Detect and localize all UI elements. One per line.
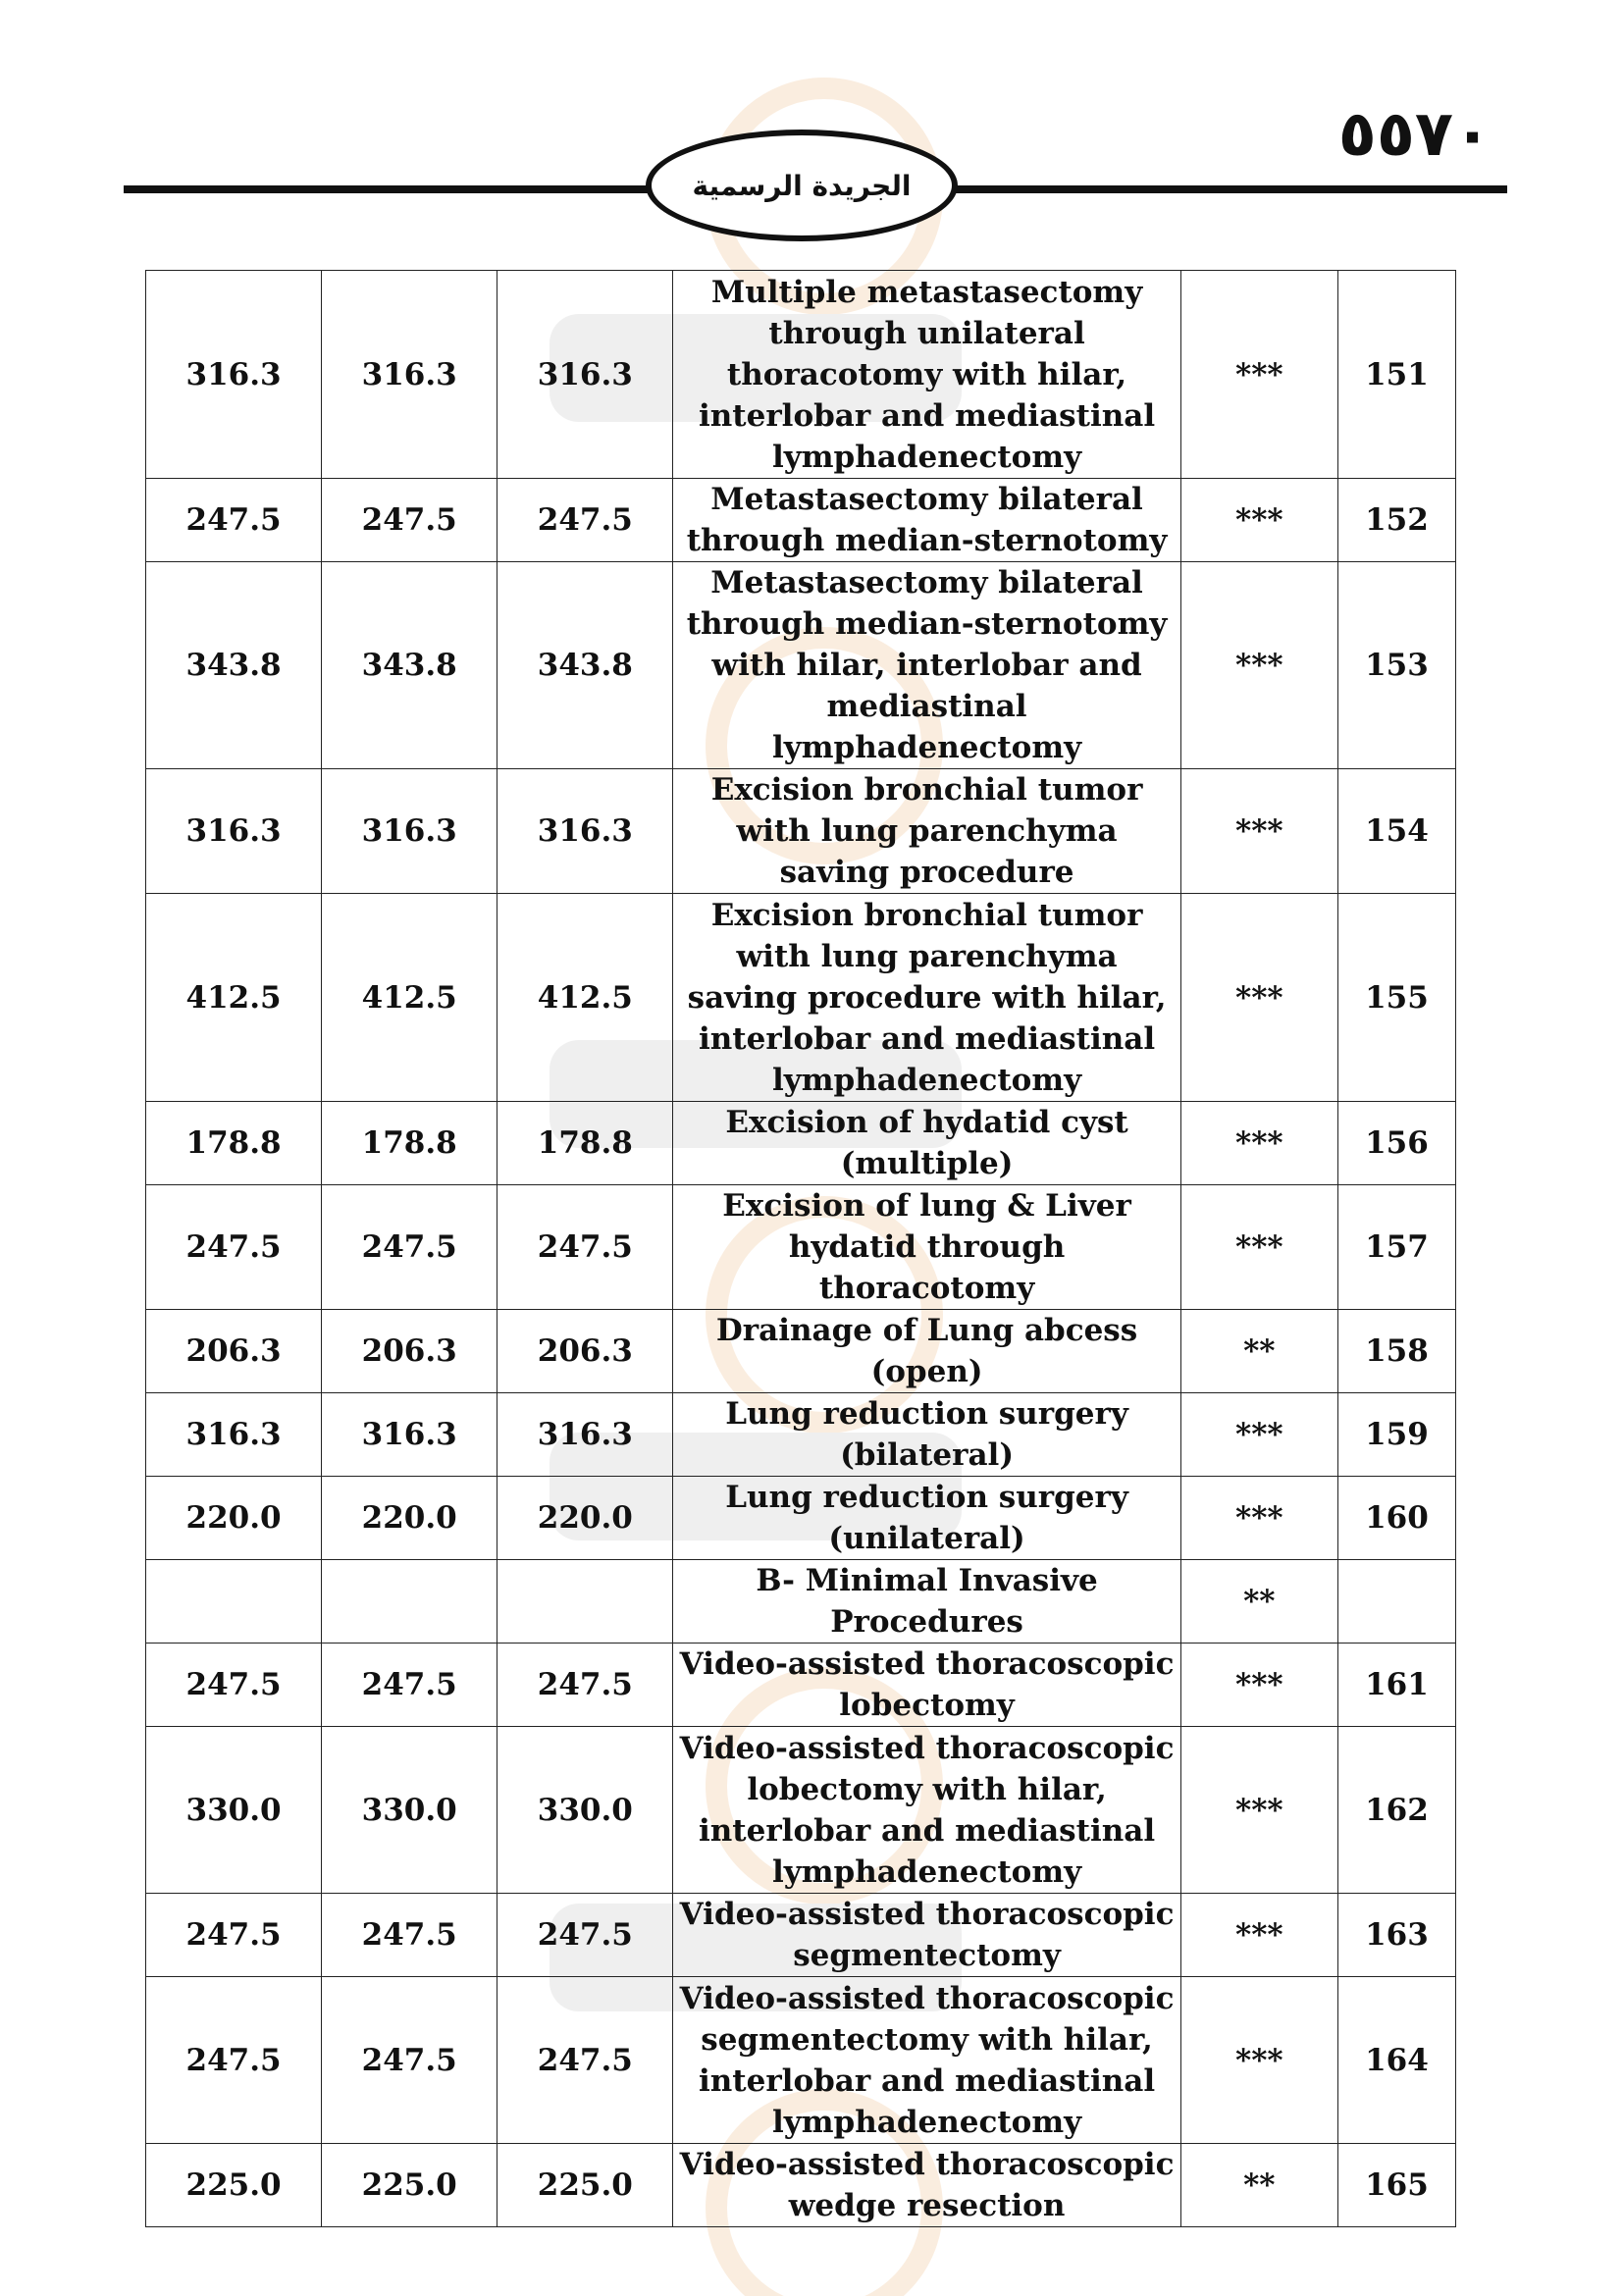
fee-cell-3: 220.0 [497, 1477, 673, 1560]
level-code: *** [1180, 479, 1337, 562]
table-row [146, 769, 1456, 894]
level-code: *** [1180, 1393, 1337, 1477]
fee-cell-2: 330.0 [322, 1727, 497, 1894]
fee-cell-2 [322, 1560, 497, 1644]
procedure-description: Excision of hydatid cyst (multiple) [673, 1102, 1180, 1185]
procedure-description: Metastasectomy bilateral through median-sternotomy with hilar, interlobar and mediastinal lymphadenectomy [673, 562, 1180, 769]
level-code: *** [1180, 1644, 1337, 1727]
fee-cell-2: 247.5 [322, 1644, 497, 1727]
fee-cell-1: 343.8 [146, 562, 322, 769]
procedure-number: 157 [1337, 1185, 1455, 1310]
fee-cell-1: 247.5 [146, 1644, 322, 1727]
fee-cell-2: 412.5 [322, 894, 497, 1102]
fee-cell-2: 247.5 [322, 479, 497, 562]
fee-cell-3: 247.5 [497, 1894, 673, 1977]
table-row [146, 1894, 1456, 1977]
gazette-title-oval [646, 130, 958, 241]
level-code: ** [1180, 1560, 1337, 1644]
level-code: *** [1180, 271, 1337, 479]
level-code: *** [1180, 894, 1337, 1102]
procedure-description: Excision of lung & Liver hydatid through thoracotomy [673, 1185, 1180, 1310]
table-row [146, 1393, 1456, 1477]
table-row [146, 271, 1456, 479]
table-row [146, 1185, 1456, 1310]
procedure-description: Excision bronchial tumor with lung parenchyma saving procedure [673, 769, 1180, 894]
fee-cell-1: 330.0 [146, 1727, 322, 1894]
procedure-description: Lung reduction surgery (unilateral) [673, 1477, 1180, 1560]
table-row [146, 894, 1456, 1102]
fee-cell-3: 330.0 [497, 1727, 673, 1894]
fee-cell-2: 247.5 [322, 1185, 497, 1310]
fee-cell-1: 316.3 [146, 271, 322, 479]
procedure-description: Video-assisted thoracoscopic segmentectomy with hilar, interlobar and mediastinal lymphadenectomy [673, 1977, 1180, 2144]
fee-table [145, 270, 1456, 2227]
fee-cell-1: 316.3 [146, 1393, 322, 1477]
table-row [146, 1727, 1456, 1894]
fee-cell-2: 316.3 [322, 271, 497, 479]
fee-cell-3: 343.8 [497, 562, 673, 769]
fee-cell-1: 247.5 [146, 1894, 322, 1977]
procedure-description: Multiple metastasectomy through unilateral thoracotomy with hilar, interlobar and mediastinal lymphadenectomy [673, 271, 1180, 479]
fee-cell-3: 206.3 [497, 1310, 673, 1393]
table-row [146, 479, 1456, 562]
fee-cell-1: 178.8 [146, 1102, 322, 1185]
gazette-title: الجريدة الرسمية [692, 169, 912, 202]
fee-cell-3: 316.3 [497, 1393, 673, 1477]
fee-cell-2: 247.5 [322, 1894, 497, 1977]
procedure-description: Video-assisted thoracoscopic lobectomy [673, 1644, 1180, 1727]
fee-cell-2: 343.8 [322, 562, 497, 769]
procedure-number: 158 [1337, 1310, 1455, 1393]
fee-cell-1: 220.0 [146, 1477, 322, 1560]
level-code: *** [1180, 562, 1337, 769]
fee-cell-2: 220.0 [322, 1477, 497, 1560]
procedure-number: 154 [1337, 769, 1455, 894]
procedure-number: 152 [1337, 479, 1455, 562]
procedure-number: 151 [1337, 271, 1455, 479]
procedure-description: Excision bronchial tumor with lung parenchyma saving procedure with hilar, interlobar and mediastinal lymphadenectomy [673, 894, 1180, 1102]
procedure-number: 165 [1337, 2144, 1455, 2227]
procedure-number: 164 [1337, 1977, 1455, 2144]
fee-cell-1: 247.5 [146, 1185, 322, 1310]
level-code: *** [1180, 1727, 1337, 1894]
table-row [146, 1477, 1456, 1560]
fee-cell-2: 316.3 [322, 769, 497, 894]
fee-cell-3: 316.3 [497, 271, 673, 479]
fee-cell-1 [146, 1560, 322, 1644]
procedure-number: 153 [1337, 562, 1455, 769]
procedure-description: Video-assisted thoracoscopic lobectomy with hilar, interlobar and mediastinal lymphadenectomy [673, 1727, 1180, 1894]
procedure-number: 156 [1337, 1102, 1455, 1185]
fee-cell-3: 247.5 [497, 1185, 673, 1310]
table-row [146, 562, 1456, 769]
fee-cell-1: 206.3 [146, 1310, 322, 1393]
table-row [146, 1310, 1456, 1393]
table-row [146, 1644, 1456, 1727]
procedure-number: 163 [1337, 1894, 1455, 1977]
fee-cell-3: 247.5 [497, 479, 673, 562]
procedure-description: Lung reduction surgery (bilateral) [673, 1393, 1180, 1477]
table-row [146, 2144, 1456, 2227]
procedure-description: Drainage of Lung abcess (open) [673, 1310, 1180, 1393]
table-row [146, 1977, 1456, 2144]
section-heading: B- Minimal Invasive Procedures [673, 1560, 1180, 1644]
fee-cell-3: 316.3 [497, 769, 673, 894]
procedure-description: Video-assisted thoracoscopic segmentectomy [673, 1894, 1180, 1977]
level-code: ** [1180, 1310, 1337, 1393]
fee-cell-1: 412.5 [146, 894, 322, 1102]
fee-cell-2: 225.0 [322, 2144, 497, 2227]
level-code: ** [1180, 2144, 1337, 2227]
procedure-number: 159 [1337, 1393, 1455, 1477]
fee-cell-1: 316.3 [146, 769, 322, 894]
fee-cell-3: 412.5 [497, 894, 673, 1102]
fee-cell-1: 247.5 [146, 1977, 322, 2144]
fee-cell-3: 247.5 [497, 1977, 673, 2144]
procedure-description: Video-assisted thoracoscopic wedge resection [673, 2144, 1180, 2227]
fee-cell-2: 178.8 [322, 1102, 497, 1185]
level-code: *** [1180, 1185, 1337, 1310]
page-number: ٥٥٧٠ [1337, 98, 1492, 171]
procedure-number: 162 [1337, 1727, 1455, 1894]
fee-cell-3: 247.5 [497, 1644, 673, 1727]
procedure-number [1337, 1560, 1455, 1644]
level-code: *** [1180, 1477, 1337, 1560]
procedure-number: 160 [1337, 1477, 1455, 1560]
table-row [146, 1102, 1456, 1185]
section-row [146, 1560, 1456, 1644]
fee-cell-1: 225.0 [146, 2144, 322, 2227]
fee-cell-1: 247.5 [146, 479, 322, 562]
level-code: *** [1180, 769, 1337, 894]
fee-cell-3 [497, 1560, 673, 1644]
level-code: *** [1180, 1894, 1337, 1977]
procedure-number: 161 [1337, 1644, 1455, 1727]
level-code: *** [1180, 1977, 1337, 2144]
fee-cell-2: 316.3 [322, 1393, 497, 1477]
fee-cell-2: 247.5 [322, 1977, 497, 2144]
procedure-description: Metastasectomy bilateral through median-sternotomy [673, 479, 1180, 562]
fee-cell-3: 225.0 [497, 2144, 673, 2227]
fee-cell-2: 206.3 [322, 1310, 497, 1393]
procedure-number: 155 [1337, 894, 1455, 1102]
fee-cell-3: 178.8 [497, 1102, 673, 1185]
level-code: *** [1180, 1102, 1337, 1185]
